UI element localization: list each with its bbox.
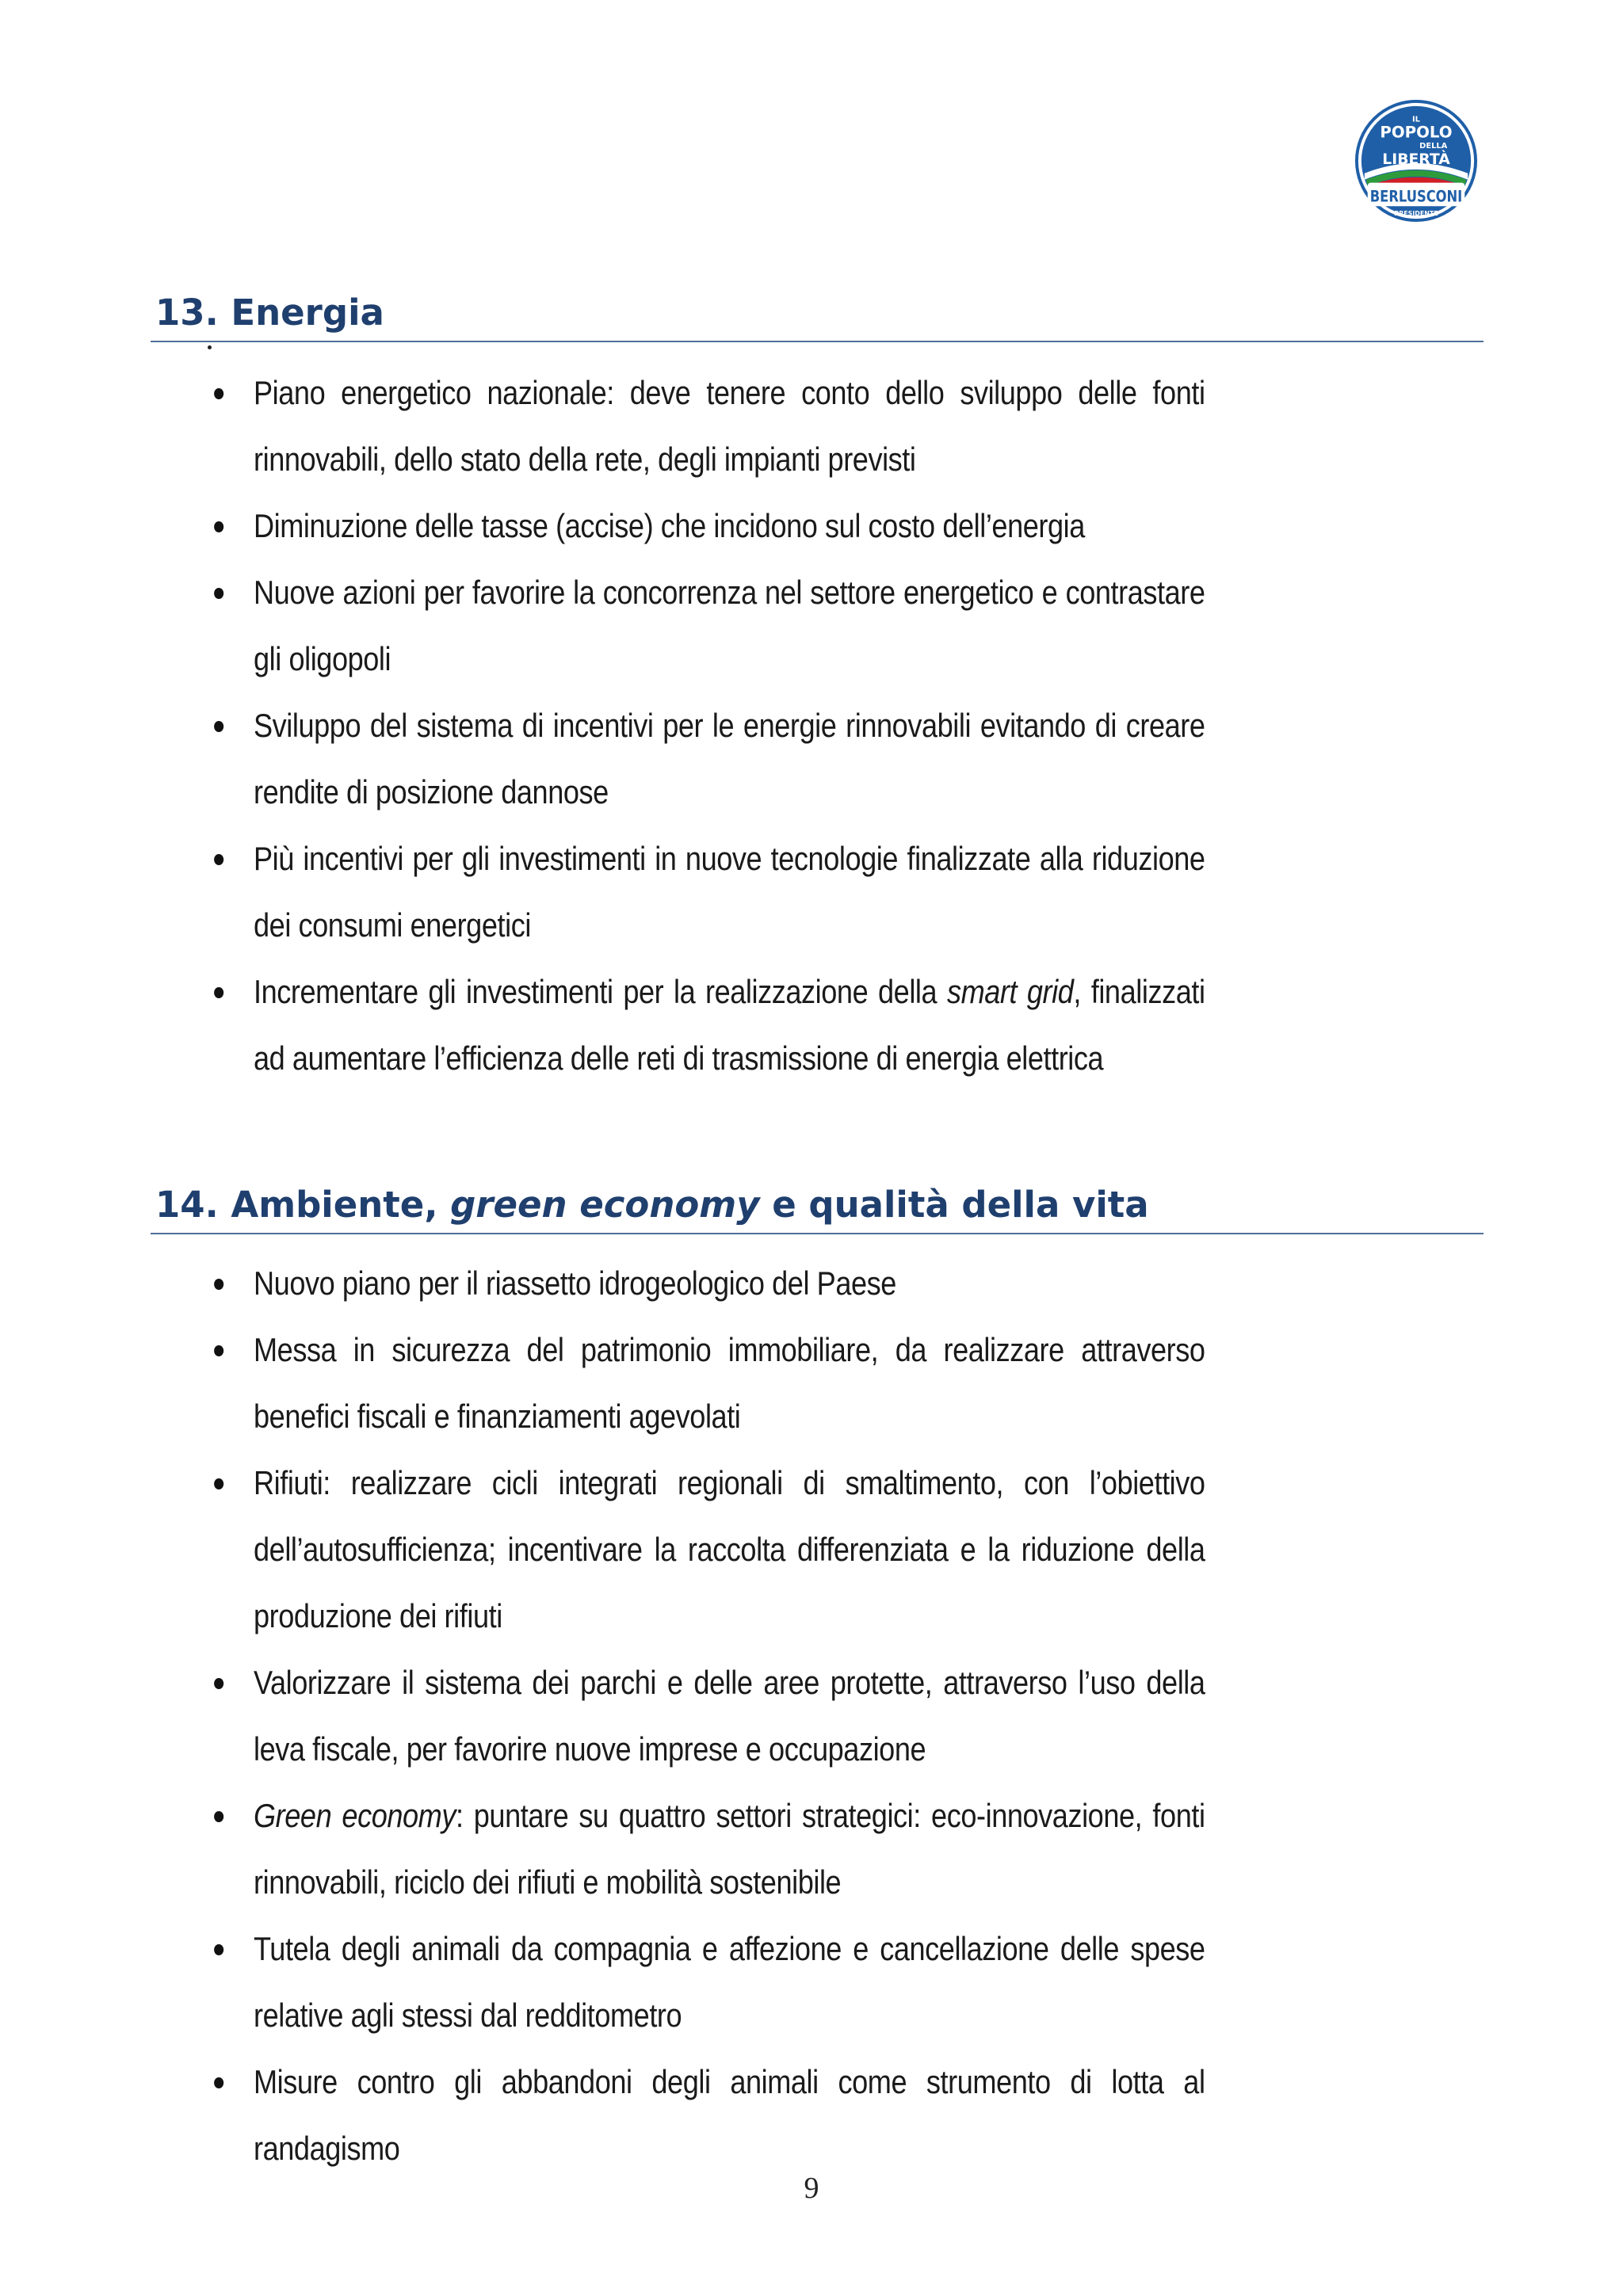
list-item-text: Tutela degli animali da compagnia e affezione e cancellazione delle spese relative agli stessi dal redditometro bbox=[254, 1930, 1205, 2034]
bullet-icon bbox=[214, 987, 223, 998]
list-item-text: Diminuzione delle tasse (accise) che incidono sul costo dell’energia bbox=[254, 507, 1085, 544]
list-item bbox=[36, 1650, 1331, 1783]
bullet-icon bbox=[214, 388, 223, 399]
party-logo bbox=[1354, 98, 1479, 223]
bullet-icon bbox=[214, 1279, 223, 1290]
list-item bbox=[36, 826, 1331, 959]
page-number: 9 bbox=[804, 2172, 819, 2205]
bullet-icon bbox=[214, 588, 223, 599]
bullet-icon bbox=[214, 2077, 223, 2088]
section-13-list bbox=[0, 360, 1623, 1092]
list-item-text: Più incentivi per gli investimenti in nuove tecnologie finalizzate alla riduzione dei consumi energetici bbox=[254, 840, 1205, 944]
list-item-text-italic: Green economy bbox=[254, 1797, 456, 1834]
list-item bbox=[36, 1317, 1331, 1450]
logo-text-il: IL bbox=[1412, 115, 1420, 124]
list-item-text-after: , finalizzati ad aumentare l’efficienza delle reti di trasmissione di energia elettrica bbox=[254, 973, 1205, 1077]
section-14-list bbox=[0, 1250, 1623, 2182]
list-item-text: Messa in sicurezza del patrimonio immobiliare, da realizzare attraverso benefici fiscali e finanziamenti agevolati bbox=[254, 1331, 1205, 1435]
list-item-text: Nuovo piano per il riassetto idrogeologico del Paese bbox=[254, 1264, 896, 1302]
logo-text-presidente: PRESIDENTE bbox=[1394, 210, 1438, 218]
section-14-rule bbox=[151, 1233, 1484, 1234]
list-item-text: Nuove azioni per favorire la concorrenza nel settore energetico e contrastare gli oligopoli bbox=[254, 574, 1205, 677]
bullet-icon bbox=[214, 854, 223, 865]
section-14-title-part1: 14. Ambiente, bbox=[155, 1184, 451, 1226]
list-item bbox=[36, 1250, 1331, 1317]
list-item bbox=[36, 1450, 1331, 1650]
bullet-icon bbox=[214, 521, 223, 532]
section-13-title: 13. Energia bbox=[155, 292, 384, 334]
list-item-text: Rifiuti: realizzare cicli integrati regionali di smaltimento, con l’obiettivo dell’autosufficienza; incentivare la raccolta differenziata e la riduzione della produzione dei rifiuti bbox=[254, 1464, 1205, 1634]
logo-text-della: DELLA bbox=[1419, 142, 1448, 151]
section-14-title-italic: green economy bbox=[450, 1184, 760, 1226]
list-item-text-before: Incrementare gli investimenti per la realizzazione della bbox=[254, 973, 947, 1010]
bullet-icon bbox=[214, 1944, 223, 1955]
list-item bbox=[36, 360, 1331, 493]
list-item bbox=[36, 493, 1331, 559]
list-item-text-after: : puntare su quattro settori strategici: eco-innovazione, fonti rinnovabili, riciclo dei rifiuti e mobilità sostenibile bbox=[254, 1797, 1205, 1901]
list-item bbox=[36, 692, 1331, 826]
bullet-icon bbox=[214, 721, 223, 732]
bullet-icon bbox=[214, 1345, 223, 1356]
logo-text-liberta: LIBERTÀ bbox=[1382, 151, 1450, 168]
list-item bbox=[36, 959, 1331, 1092]
list-item bbox=[36, 1916, 1331, 2049]
section-14-title-part2: e qualità della vita bbox=[759, 1184, 1149, 1226]
list-item-text: Valorizzare il sistema dei parchi e delle aree protette, attraverso l’uso della leva fiscale, per favorire nuove imprese e occupazione bbox=[254, 1664, 1205, 1768]
logo-text-popolo: POPOLO bbox=[1380, 123, 1453, 142]
list-item-text: Piano energetico nazionale: deve tenere conto dello sviluppo delle fonti rinnovabili, dello stato della rete, degli impianti previsti bbox=[254, 374, 1205, 478]
logo-text-berlusconi: BERLUSCONI bbox=[1369, 187, 1463, 206]
list-item-text: Misure contro gli abbandoni degli animali come strumento di lotta al randagismo bbox=[254, 2063, 1205, 2167]
bullet-icon bbox=[214, 1811, 223, 1822]
list-item bbox=[36, 559, 1331, 692]
section-14-title bbox=[155, 1184, 1487, 1226]
stray-bullet-mark bbox=[208, 345, 212, 349]
list-item bbox=[36, 1783, 1331, 1916]
list-item bbox=[36, 2049, 1331, 2182]
bullet-icon bbox=[214, 1678, 223, 1689]
list-item-text-italic: smart grid bbox=[946, 973, 1074, 1010]
bullet-icon bbox=[214, 1478, 223, 1489]
list-item-text: Sviluppo del sistema di incentivi per le energie rinnovabili evitando di creare rendite di posizione dannose bbox=[254, 707, 1205, 810]
section-13-rule bbox=[151, 341, 1484, 342]
